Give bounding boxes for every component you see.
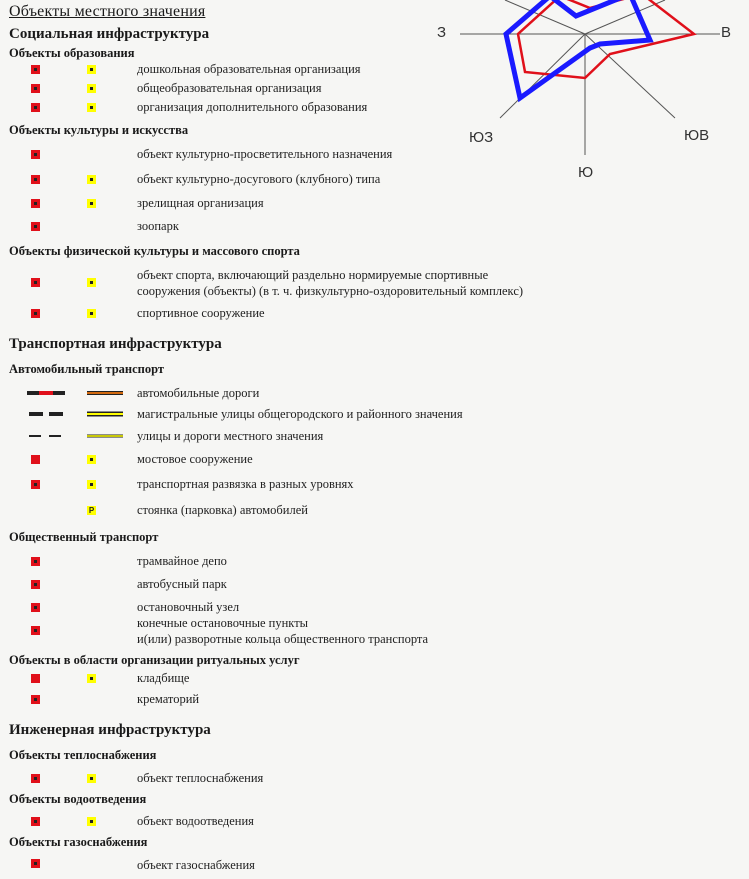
school-yellow-icon: [87, 84, 96, 93]
wind-rose-label-e: В: [721, 24, 732, 41]
wind-rose-label-w: З: [437, 24, 447, 41]
road-line-symbols: [25, 386, 125, 446]
legend-label: зрелищная организация: [137, 196, 264, 210]
legend-label: остановочный узел: [137, 600, 240, 614]
legend-label: общеобразовательная организация: [137, 81, 322, 95]
wind-rose-red-polygon: [518, 0, 694, 78]
heat-red-icon: [31, 774, 40, 783]
interchange-yellow-icon: [87, 480, 96, 489]
preschool-yellow-icon: [87, 65, 96, 74]
school-red-icon: [31, 84, 40, 93]
gas-heading: Объекты газоснабжения: [9, 835, 148, 849]
club-red-icon: [31, 175, 40, 184]
wind-rose-label-se: ЮВ: [684, 127, 710, 144]
additional-edu-red-icon: [31, 103, 40, 112]
terminal-stop-icon: [31, 626, 40, 635]
legend-label: организация дополнительного образования: [137, 100, 368, 114]
ritual-heading: Объекты в области организации ритуальных услуг: [9, 653, 300, 667]
wind-rose-axis-nw: [505, 0, 585, 34]
legend-label: объект водоотведения: [137, 814, 254, 828]
legend-label: трамвайное депо: [137, 554, 227, 568]
legend-label: сооружения (объекты) (в т. ч. физкультурно-оздоровительный комплекс): [137, 284, 524, 298]
cemetery-red-icon: [31, 674, 40, 683]
legend-label: зоопарк: [137, 219, 179, 233]
legend-label: автобусный парк: [137, 577, 227, 591]
legend-label: кладбище: [137, 671, 190, 685]
zoo-red-icon: [31, 222, 40, 231]
tram-depot-icon: [31, 557, 40, 566]
legend-label: спортивное сооружение: [137, 306, 265, 320]
wind-rose-label-sw: ЮЗ: [469, 129, 494, 146]
stop-hub-icon: [31, 603, 40, 612]
legend-label: магистральные улицы общегородского и районного значения: [137, 407, 463, 421]
preschool-red-icon: [31, 65, 40, 74]
bus-park-icon: [31, 580, 40, 589]
legend-label: крематорий: [137, 692, 200, 706]
sport-heading: Объекты физической культуры и массового спорта: [9, 244, 300, 258]
section-social-heading: Социальная инфраструктура: [9, 26, 210, 42]
wind-rose-label-s: Ю: [578, 164, 594, 181]
legend-label: объект газоснабжения: [137, 858, 255, 872]
legend-label: дошкольная образовательная организация: [137, 62, 361, 76]
heat-yellow-icon: [87, 774, 96, 783]
legend-label: улицы и дороги местного значения: [137, 429, 324, 443]
sport-complex-yellow-icon: [87, 278, 96, 287]
legend-label: и(или) разворотные кольца общественного транспорта: [137, 632, 429, 646]
sewer-yellow-icon: [87, 817, 96, 826]
club-yellow-icon: [87, 175, 96, 184]
page-title: Объекты местного значения: [9, 3, 206, 20]
legend-label: конечные остановочные пункты: [137, 616, 309, 630]
bridge-yellow-icon: [87, 455, 96, 464]
theatre-yellow-icon: [87, 199, 96, 208]
bridge-red-icon: [31, 455, 40, 464]
auto-heading: Автомобильный транспорт: [9, 362, 165, 376]
sewer-red-icon: [31, 817, 40, 826]
public-transport-heading: Общественный транспорт: [9, 530, 159, 544]
theatre-red-icon: [31, 199, 40, 208]
legend-label: объект культурно-просветительного назначения: [137, 147, 393, 161]
legend-label: объект теплоснабжения: [137, 771, 264, 785]
edu-heading: Объекты образования: [9, 46, 135, 60]
sport-facility-yellow-icon: [87, 309, 96, 318]
sewer-heading: Объекты водоотведения: [9, 792, 147, 806]
legend-label: объект культурно-досугового (клубного) типа: [137, 172, 381, 186]
crematorium-icon: [31, 695, 40, 704]
gas-red-icon: [31, 859, 40, 868]
sport-complex-red-icon: [31, 278, 40, 287]
culture-heading: Объекты культуры и искусства: [9, 123, 189, 137]
cultural-education-red-icon: [31, 150, 40, 159]
legend-label: автомобильные дороги: [137, 386, 260, 400]
sport-facility-red-icon: [31, 309, 40, 318]
legend-label: мостовое сооружение: [137, 452, 253, 466]
parking-icon: P: [88, 506, 95, 515]
section-engineering-heading: Инженерная инфраструктура: [9, 722, 211, 738]
cemetery-yellow-icon: [87, 674, 96, 683]
section-transport-heading: Транспортная инфраструктура: [9, 336, 222, 352]
wind-rose-diagram: [430, 0, 749, 180]
legend-label: объект спорта, включающий раздельно нормируемые спортивные: [137, 268, 489, 282]
additional-edu-yellow-icon: [87, 103, 96, 112]
legend-label: транспортная развязка в разных уровнях: [137, 477, 354, 491]
heat-heading: Объекты теплоснабжения: [9, 748, 157, 762]
interchange-red-icon: [31, 480, 40, 489]
legend-label: стоянка (парковка) автомобилей: [137, 503, 308, 517]
